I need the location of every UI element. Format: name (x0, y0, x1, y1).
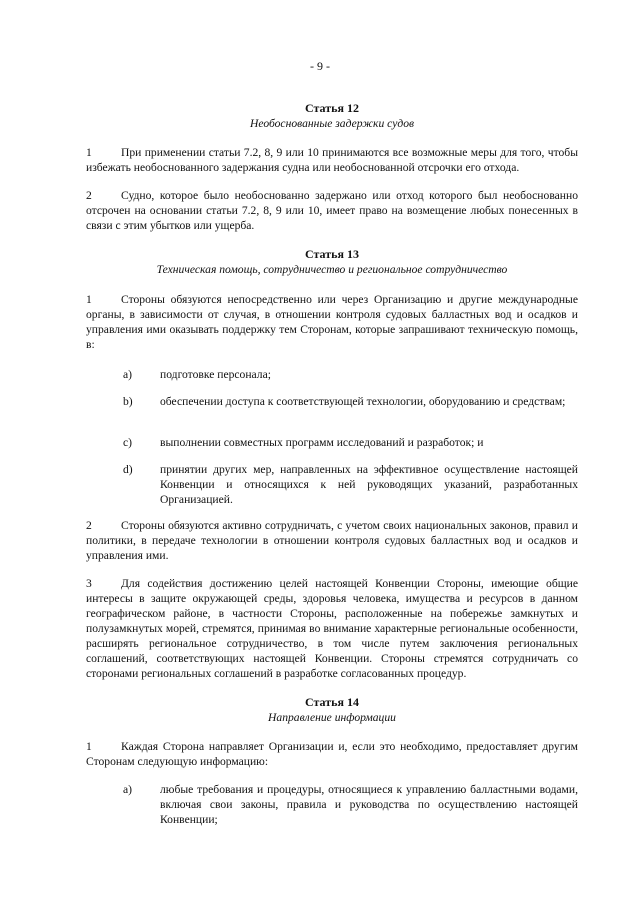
paragraph-text: Стороны обязуются непосредственно или через Организацию и другие международные органы, в зависимости от случая, в отношении контроля судовых балластных вод и осадков и управления ими оказывать поддержку тем Сторонам, которые запрашивают техническую помощь, в: (86, 293, 578, 351)
list-item-text: любые требования и процедуры, относящиеся к управлению балластными водами, включая свои законы, правила и руководства по осуществлению настоящей Конвенции; (160, 783, 578, 826)
paragraph-text: Каждая Сторона направляет Организации и, если это необходимо, предоставляет другим Сторонам следующую информацию: (86, 740, 578, 768)
paragraph-text: Стороны обязуются активно сотрудничать, с учетом своих национальных законов, правил и политики, в передаче технологии в отношении контроля судовых балластных вод и осадков и управления ими. (86, 519, 578, 562)
article-heading: Статья 14 (305, 695, 359, 709)
paragraph-text: Судно, которое было необоснованно задержано или отход которого был необоснованно отсрочен на основании статьи 7.2, 8, 9 или 10, имеет право на возмещение любых понесенных в связи с этим убытков или ущерба. (86, 189, 578, 232)
list-item-label: c) (123, 436, 133, 449)
paragraph-text: При применении статьи 7.2, 8, 9 или 10 принимаются все возможные меры для того, чтобы избежать необоснованного задержания судна или необоснованной отсрочки его отхода. (86, 146, 578, 174)
list-item-text: подготовке персонала; (160, 368, 271, 381)
article-12-header (86, 101, 578, 131)
article-13-header (86, 247, 578, 277)
paragraph-number: 1 (86, 146, 92, 159)
paragraph-text: Для содействия достижению целей настоящей Конвенции Стороны, имеющие общие интересы в защите окружающей среды, здоровья человека, имущества и ресурсов в данном географическом районе, в частности Стороны, расположенные на побережье замкнутых и полузамкнутых морей, стремятся, принимая во внимание характерные региональные особенности, расширять региональное сотрудничество, в том числе путем заключения региональных соглашений, соответствующих настоящей Конвенции. Стороны стремятся сотрудничать со сторонами региональных соглашений в разработке согласованных процедур. (86, 577, 578, 680)
article-subtitle: Техническая помощь, сотрудничество и региональное сотрудничество (156, 263, 508, 276)
page-number: - 9 - (310, 59, 330, 73)
list-item (123, 782, 578, 827)
list-item-text: обеспечении доступа к соответствующей технологии, оборудованию и средствам; (160, 395, 566, 408)
paragraph-number: 3 (86, 577, 92, 590)
list-item (123, 435, 578, 450)
article-subtitle: Направление информации (268, 711, 396, 724)
paragraph (86, 292, 578, 352)
article-heading: Статья 12 (305, 101, 359, 115)
paragraph-number: 1 (86, 740, 92, 753)
paragraph-number: 2 (86, 519, 92, 532)
list-item-label: b) (123, 395, 133, 408)
list-item (123, 462, 578, 507)
list-item-label: a) (123, 368, 133, 381)
article-subtitle: Необоснованные задержки судов (249, 117, 415, 130)
list-item (123, 367, 578, 382)
list-item (123, 394, 578, 409)
article-14-header (86, 695, 578, 725)
list-item-label: a) (123, 783, 133, 796)
article-heading: Статья 13 (305, 247, 359, 261)
paragraph (86, 518, 578, 563)
paragraph-number: 1 (86, 293, 92, 306)
paragraph-number: 2 (86, 189, 92, 202)
paragraph (86, 576, 578, 681)
list-item-text: принятии других мер, направленных на эффективное осуществление настоящей Конвенции и относящихся к ней руководящих указаний, разработанных Организацией. (160, 463, 578, 506)
paragraph (86, 739, 578, 769)
paragraph (86, 188, 578, 233)
paragraph (86, 145, 578, 175)
list-item-text: выполнении совместных программ исследований и разработок; и (160, 436, 484, 449)
list-item-label: d) (123, 463, 133, 476)
